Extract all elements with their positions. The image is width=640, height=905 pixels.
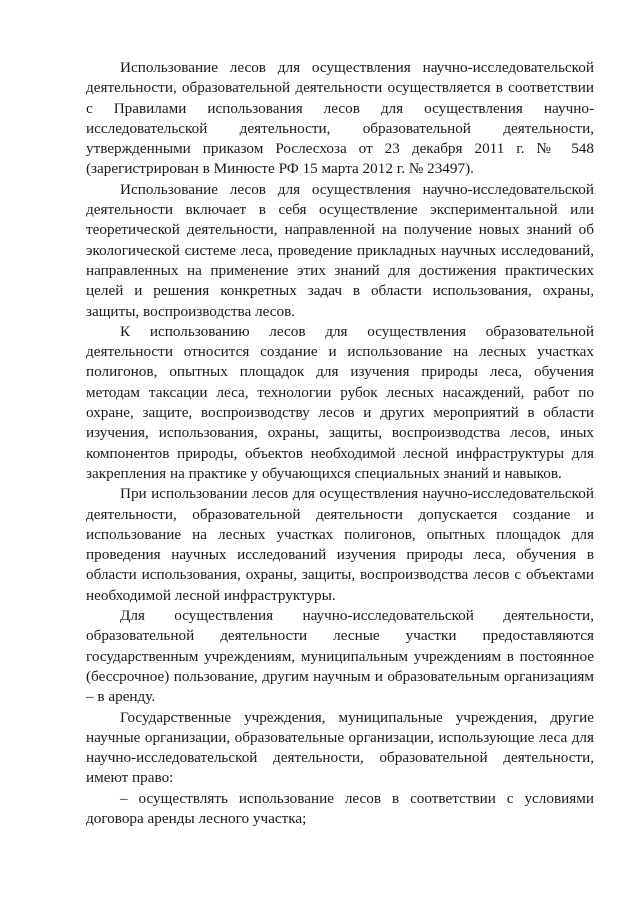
paragraph-6: Государственные учреждения, муниципальные учреждения, другие научные организации, образовательные организации, использующие леса для научно-исследовательской деятельности, образовательной деятельности, имеют право: bbox=[86, 708, 594, 787]
paragraph-4: При использовании лесов для осуществления научно-исследовательской деятельности, образовательной деятельности допускается создание и использование на лесных участках полигонов, опытных площадок для проведения научных исследований изучения природы леса, обучения в области использования, охраны, защиты, воспроизводства лесов с объектами необходимой лесной инфраструктуры. bbox=[86, 485, 594, 604]
paragraph-3: К использованию лесов для осуществления образовательной деятельности относится создание и использование на лесных участках полигонов, опытных площадок для изучения природы леса, обучения методам таксации леса, технологии рубок лесных насаждений, работ по охране, защите, воспроизводству лесов и других мероприятий в области изучения, использования, охраны, защиты, воспроизводства лесов, иных компонентов природы, объектов необходимой лесной инфраструктуры для закрепления на практике у обучающихся специальных знаний и навыков. bbox=[86, 322, 594, 482]
paragraph-1: Использование лесов для осуществления научно-исследовательской деятельности, образовательной деятельности осуществляется в соответствии с Правилами использования лесов для осуществления научно-исследовательской деятельности, образовательной деятельности, утвержденными приказом Рослесхоза от 23 декабря 2011 г. № 548 (зарегистрирован в Минюсте РФ 15 марта 2012 г. № 23497). bbox=[86, 59, 594, 178]
paragraph-2: Использование лесов для осуществления научно-исследовательской деятельности включает в себя осуществление экспериментальной или теоретической деятельности, направленной на получение новых знаний об экологической системе леса, проведение прикладных научных исследований, направленных на применение этих знаний для достижения практических целей и решения конкретных задач в области использования, охраны, защиты, воспроизводства лесов. bbox=[86, 180, 594, 320]
paragraph-5: Для осуществления научно-исследовательской деятельности, образовательной деятельности лесные участки предоставляются государственным учреждениям, муниципальным учреждениям в постоянное (бессрочное) пользование, другим научным и образовательным организациям – в аренду. bbox=[86, 607, 594, 706]
list-item-1: – осуществлять использование лесов в соответствии с условиями договора аренды лесного участка; bbox=[86, 789, 594, 827]
